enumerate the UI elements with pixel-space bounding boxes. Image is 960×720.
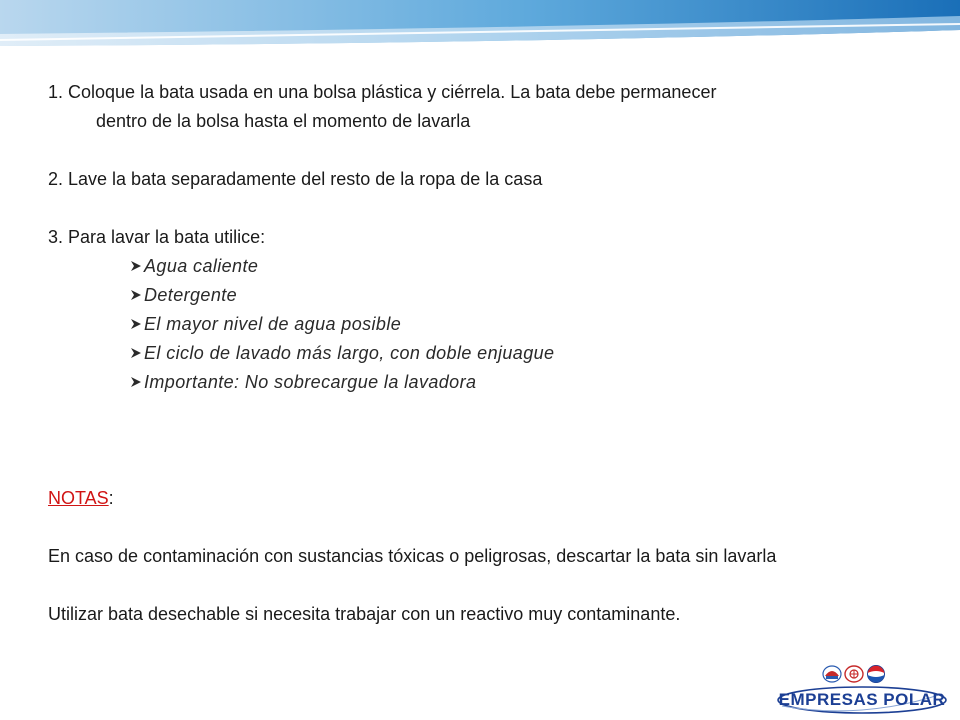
list-item: Importante: No sobrecargue la lavadora: [132, 368, 922, 397]
slide-content: [48, 78, 922, 629]
notes-title: NOTAS: [48, 488, 109, 508]
top-banner: [0, 0, 960, 46]
logo-text: EMPRESAS POLAR: [778, 690, 946, 709]
list-item: Detergente: [132, 281, 922, 310]
note-1: En caso de contaminación con sustancias tóxicas o peligrosas, descartar la bata sin lavarla: [48, 546, 777, 566]
step-1-line-1: 1. Coloque la bata usada en una bolsa plástica y ciérrela. La bata debe permanecer: [48, 82, 717, 102]
notes-heading: NOTAS:: [48, 488, 114, 508]
list-item: El ciclo de lavado más largo, con doble enjuague: [132, 339, 922, 368]
note-2: Utilizar bata desechable si necesita trabajar con un reactivo muy contaminante.: [48, 604, 681, 624]
washing-list: [48, 252, 922, 397]
arrow-bullet-icon: [130, 289, 142, 301]
arrow-bullet-icon: [130, 318, 142, 330]
arrow-bullet-icon: [130, 347, 142, 359]
list-item: Agua caliente: [132, 252, 922, 281]
empresas-polar-logo: [774, 660, 950, 716]
step-2: 2. Lave la bata separadamente del resto de la ropa de la casa: [48, 169, 543, 189]
step-1-line-2: dentro de la bolsa hasta el momento de lavarla: [96, 111, 471, 131]
list-item: El mayor nivel de agua posible: [132, 310, 922, 339]
step-1: [48, 78, 922, 136]
arrow-bullet-icon: [130, 260, 142, 272]
step-3: 3. Para lavar la bata utilice:: [48, 227, 266, 247]
arrow-bullet-icon: [130, 376, 142, 388]
brand-emblems-icon: [823, 666, 885, 683]
